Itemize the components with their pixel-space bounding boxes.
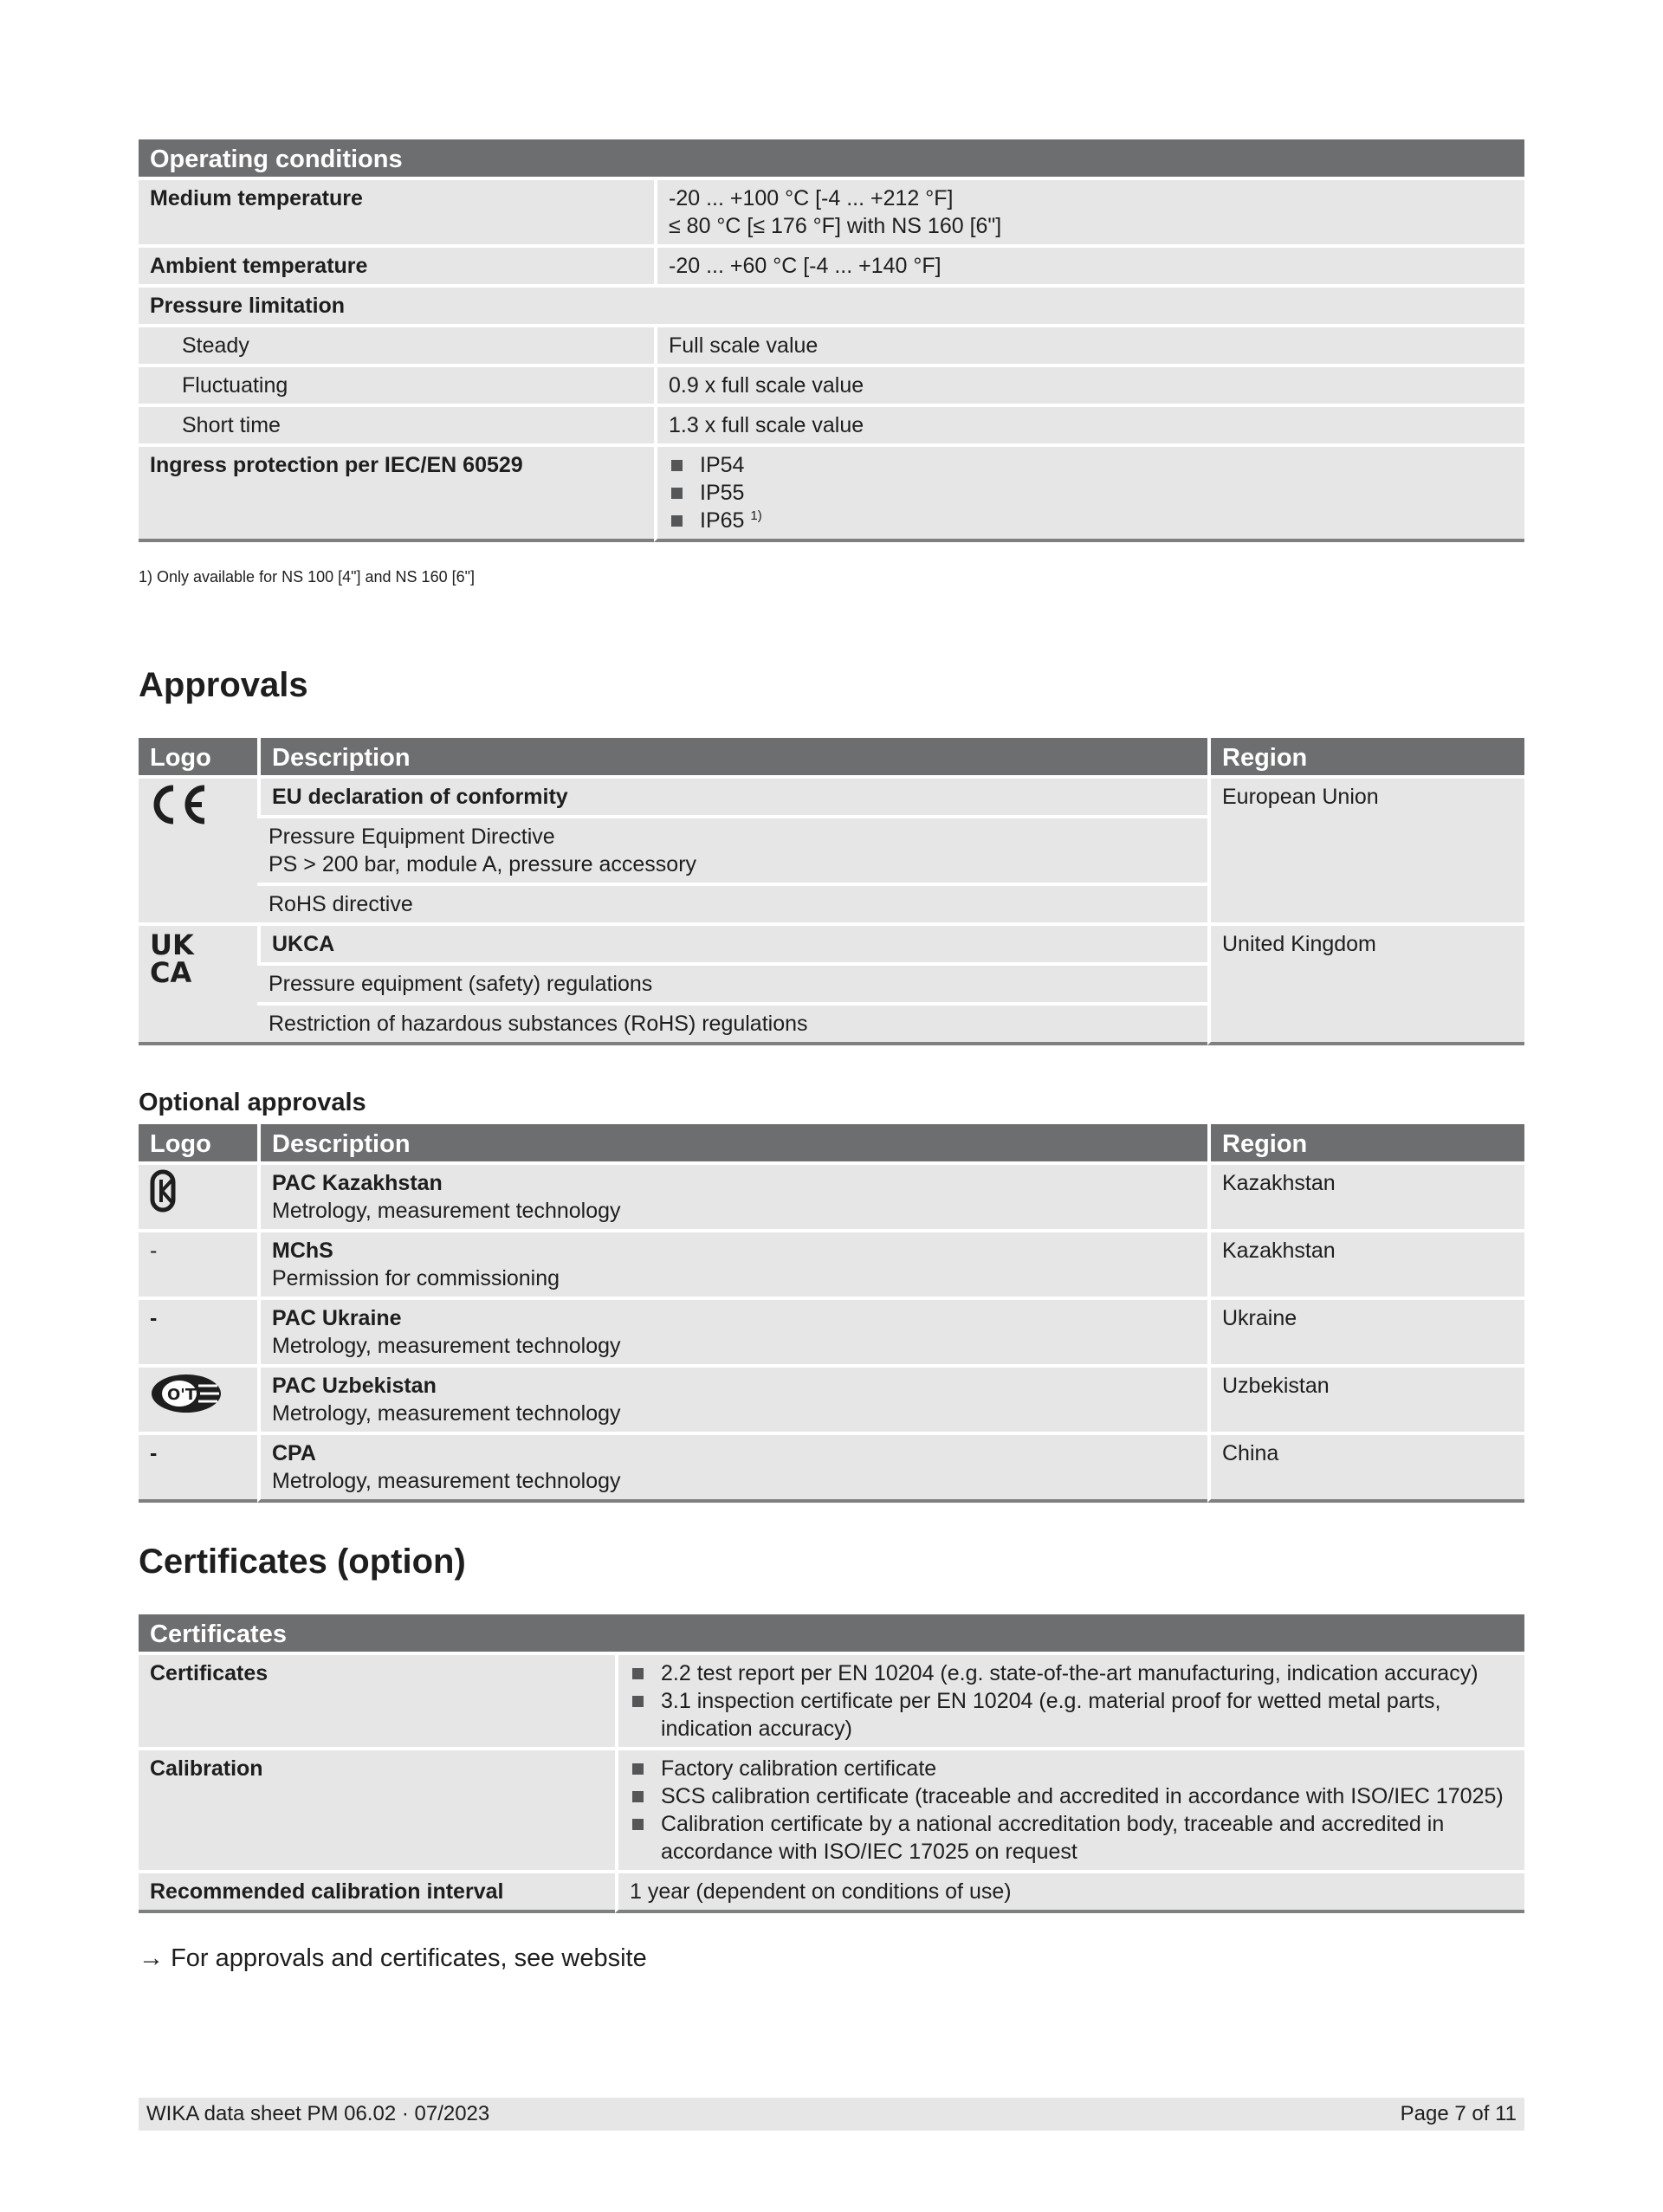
table-row [139,1368,1524,1432]
website-link[interactable]: For approvals and certificates, see website [171,1944,647,1972]
footnote-ref: 1) [750,508,762,523]
ukca-mark-icon [150,930,202,986]
col-header-region: Region [1207,1124,1524,1161]
list-item: 3.1 inspection certificate per EN 10204 (e.g. material proof for wetted metal parts, indication accuracy) [630,1687,1513,1743]
ce-mark-icon [150,783,210,826]
row-label: Medium temperature [139,180,654,244]
row-value [615,1750,1524,1870]
page-footer [139,2098,1524,2131]
operating-conditions-header: Operating conditions [139,139,1524,177]
row-label: Recommended calibration interval [139,1873,615,1913]
table-row [139,1873,1524,1913]
kazakhstan-metrology-icon [150,1169,181,1214]
certificate-list [630,1659,1513,1743]
logo-placeholder: - [139,1435,257,1503]
approval-item: Pressure Equipment Directive PS > 200 bar, module A, pressure accessory [257,818,1207,883]
table-row [139,1165,1524,1229]
table-row [139,926,1524,962]
approval-description: MChS Permission for commissioning [257,1232,1207,1297]
certificates-table [139,1611,1524,1917]
table-row [139,1435,1524,1503]
logo-placeholder: - [139,1232,257,1297]
datasheet-id: WIKA data sheet PM 06.02 · 07/2023 [146,2102,490,2125]
approval-region: Kazakhstan [1207,1232,1524,1297]
row-label: Pressure limitation [139,288,1524,324]
logo-placeholder: - [139,1300,257,1364]
ukca-logo-cell [139,926,257,1045]
approval-region: European Union [1207,779,1524,922]
row-label: Steady [139,327,654,364]
approval-item: RoHS directive [257,886,1207,922]
uzbekistan-logo-cell [139,1368,257,1432]
row-label: Ambient temperature [139,248,654,284]
arrow-right-icon: → [139,1944,164,1972]
row-label: Calibration [139,1750,615,1870]
value-line: ≤ 80 °C [≤ 176 °F] with NS 160 [6"] [669,214,1002,238]
table-row [139,288,1524,324]
row-value: 0.9 x full scale value [654,367,1524,404]
row-value [654,447,1524,542]
value-line: -20 ... +100 °C [-4 ... +212 °F] [669,186,954,210]
ce-logo-cell [139,779,257,922]
table-row [139,1655,1524,1747]
row-value [615,1655,1524,1747]
svg-text:UK: UK [150,930,194,961]
website-note [139,1944,1524,1973]
approval-item: Pressure equipment (safety) regulations [257,966,1207,1002]
row-label: Ingress protection per IEC/EN 60529 [139,447,654,542]
approval-description: CPA Metrology, measurement technology [257,1435,1207,1503]
approval-description: PAC Kazakhstan Metrology, measurement technology [257,1165,1207,1229]
uzbekistan-metrology-icon [150,1372,223,1415]
row-label: Fluctuating [139,367,654,404]
row-value: 1 year (dependent on conditions of use) [615,1873,1524,1913]
list-item: SCS calibration certificate (traceable and accredited in accordance with ISO/IEC 17025) [630,1782,1513,1810]
table-row [139,1750,1524,1870]
approval-description: PAC Uzbekistan Metrology, measurement technology [257,1368,1207,1432]
col-header-description: Description [257,738,1207,775]
approval-region: Uzbekistan [1207,1368,1524,1432]
col-header-logo: Logo [139,1124,257,1161]
table-row [139,367,1524,404]
page-number: Page 7 of 11 [1400,2102,1517,2125]
approval-description: PAC Ukraine Metrology, measurement technology [257,1300,1207,1364]
optional-approvals-table [139,1121,1524,1506]
row-value [654,180,1524,244]
approval-region: Ukraine [1207,1300,1524,1364]
approvals-table [139,734,1524,1049]
col-header-description: Description [257,1124,1207,1161]
table-row [139,1232,1524,1297]
row-label: Short time [139,407,654,443]
footnote: 1) Only available for NS 100 [4"] and NS 160 [6"] [139,568,475,585]
approval-region: Kazakhstan [1207,1165,1524,1229]
approval-title: UKCA [257,926,1207,962]
list-item: IP65 $^{1)}$ [669,507,1513,534]
table-row [139,447,1524,542]
row-value: 1.3 x full scale value [654,407,1524,443]
operating-conditions-table [139,136,1524,546]
page-content [139,136,1524,1973]
svg-text:O'T: O'T [167,1386,197,1404]
ip-list [669,451,1513,534]
row-label: Certificates [139,1655,615,1747]
certificates-header: Certificates [139,1614,1524,1652]
table-row [139,248,1524,284]
row-value: -20 ... +60 °C [-4 ... +140 °F] [654,248,1524,284]
table-row [139,1300,1524,1364]
list-item: 2.2 test report per EN 10204 (e.g. state-of-the-art manufacturing, indication accuracy) [630,1659,1513,1687]
optional-approvals-title: Optional approvals [139,1089,366,1116]
list-item: Calibration certificate by a national accreditation body, traceable and accredited in accordance with ISO/IEC 17025 on request [630,1810,1513,1866]
approvals-title: Approvals [139,666,308,704]
table-row [139,779,1524,815]
kazakhstan-logo-cell [139,1165,257,1229]
approval-item: Restriction of hazardous substances (RoHS) regulations [257,1006,1207,1045]
table-row [139,407,1524,443]
list-item: Factory calibration certificate [630,1755,1513,1782]
row-value: Full scale value [654,327,1524,364]
svg-text:CA: CA [150,956,192,986]
certificates-title: Certificates (option) [139,1543,466,1581]
table-row [139,327,1524,364]
col-header-region: Region [1207,738,1524,775]
calibration-list [630,1755,1513,1866]
col-header-logo: Logo [139,738,257,775]
approval-title: EU declaration of conformity [257,779,1207,815]
table-row [139,180,1524,244]
approval-region: United Kingdom [1207,926,1524,1045]
approval-region: China [1207,1435,1524,1503]
list-item: IP54 [669,451,1513,479]
list-item: IP55 [669,479,1513,507]
